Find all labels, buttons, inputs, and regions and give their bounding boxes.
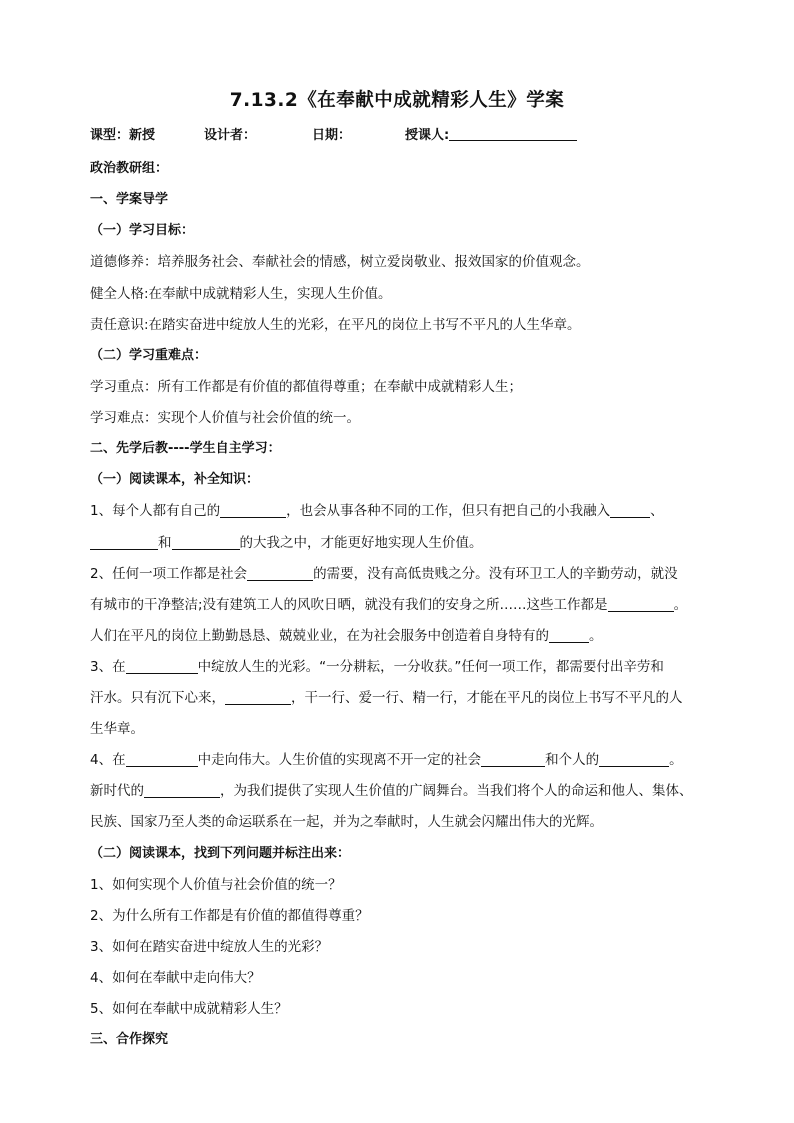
date-label: 日期：: [312, 128, 352, 143]
group-label: 政治教研组：: [90, 161, 169, 176]
find-question-1: 1、如何实现个人价值与社会价值的统一？: [90, 877, 342, 893]
teacher-blank[interactable]: [449, 126, 577, 141]
fill-blank[interactable]: [610, 503, 650, 518]
fill-blank[interactable]: [126, 659, 198, 674]
page-title: 7.13.2《在奉献中成就精彩人生》学案: [229, 90, 565, 111]
question-1-line-2: 和 的大我之中，才能更好地实现人生价值。: [90, 531, 483, 551]
section-heading-1: 一、学案导学: [90, 192, 169, 207]
fill-blank[interactable]: [549, 628, 589, 643]
fill-blank[interactable]: [172, 535, 240, 550]
key-points: 学习重点：所有工作都是有价值的都值得尊重；在奉献中成就精彩人生；: [90, 379, 522, 395]
question-1-line-1: 1、每个人都有自己的 ，也会从事各种不同的工作，但只有把自己的小我融入 、: [90, 503, 664, 519]
question-4-line-2: 新时代的 ，为我们提供了实现人生价值的广阔舞台。当我们将个人的命运和他人、集体、: [90, 783, 693, 799]
question-4-line-3: 民族、国家乃至人类的命运联系在一起，并为之奉献时，人生就会闪耀出伟大的光辉。: [90, 814, 603, 830]
fill-blank[interactable]: [126, 752, 198, 767]
fill-blank[interactable]: [144, 783, 220, 798]
read-heading: （一）阅读课本，补全知识：: [90, 472, 260, 487]
section-heading-2: 二、先学后教----学生自主学习：: [90, 441, 281, 456]
fill-blank[interactable]: [608, 597, 674, 612]
question-2-line-3: 人们在平凡的岗位上勤勤恳恳、兢兢业业，在为社会服务中创造着自身特有的 。: [90, 628, 603, 644]
meta-row: [90, 124, 577, 143]
question-3-line-2: 汗水。只有沉下心来， ，干一行、爱一行、精一行，才能在平凡的岗位上书写不平凡的人: [90, 690, 683, 706]
fill-blank[interactable]: [481, 752, 545, 767]
fill-blank[interactable]: [220, 503, 286, 518]
goal-2: 健全人格:在奉献中成就精彩人生，实现人生价值。: [90, 286, 392, 302]
fill-blank[interactable]: [247, 566, 313, 581]
goals-heading: （一）学习目标：: [90, 223, 195, 238]
find-question-4: 4、如何在奉献中走向伟大？: [90, 970, 261, 986]
lesson-type: 课型：新授: [90, 128, 156, 143]
goal-1: 道德修养：培养服务社会、奉献社会的情感，树立爱岗敬业、报效国家的价值观念。: [90, 254, 590, 270]
key-heading: （二）学习重难点：: [90, 348, 208, 363]
question-2-line-2: 有城市的干净整洁;没有建筑工人的风吹日晒，就没有我们的安身之所……这些工作都是 。: [90, 597, 688, 613]
section-heading-3: 三、合作探究: [90, 1032, 169, 1047]
find-question-3: 3、如何在踏实奋进中绽放人生的光彩？: [90, 939, 329, 955]
fill-blank[interactable]: [90, 535, 158, 550]
find-heading: （二）阅读课本，找到下列问题并标注出来：: [90, 846, 351, 861]
teacher-label: 授课人:: [405, 128, 450, 143]
fill-blank[interactable]: [599, 752, 669, 767]
difficult-points: 学习难点：实现个人价值与社会价值的统一。: [90, 410, 360, 426]
designer-label: 设计者：: [204, 128, 257, 143]
question-3-line-1: 3、在 中绽放人生的光彩。“一分耕耘，一分收获。”任何一项工作，都需要付出辛劳和: [90, 659, 664, 675]
question-2-line-1: 2、任何一项工作都是社会 的需要，没有高低贵贱之分。没有环卫工人的辛勤劳动，就没: [90, 566, 678, 582]
question-4-line-1: 4、在 中走向伟大。人生价值的实现离不开一定的社会 和个人的 。: [90, 752, 683, 768]
fill-blank[interactable]: [225, 690, 291, 705]
find-question-2: 2、为什么所有工作都是有价值的都值得尊重？: [90, 908, 369, 924]
goal-3: 责任意识:在踏实奋进中绽放人生的光彩，在平凡的岗位上书写不平凡的人生华章。: [90, 317, 581, 333]
find-question-5: 5、如何在奉献中成就精彩人生？: [90, 1001, 288, 1017]
question-3-line-3: 生华章。: [90, 721, 144, 737]
